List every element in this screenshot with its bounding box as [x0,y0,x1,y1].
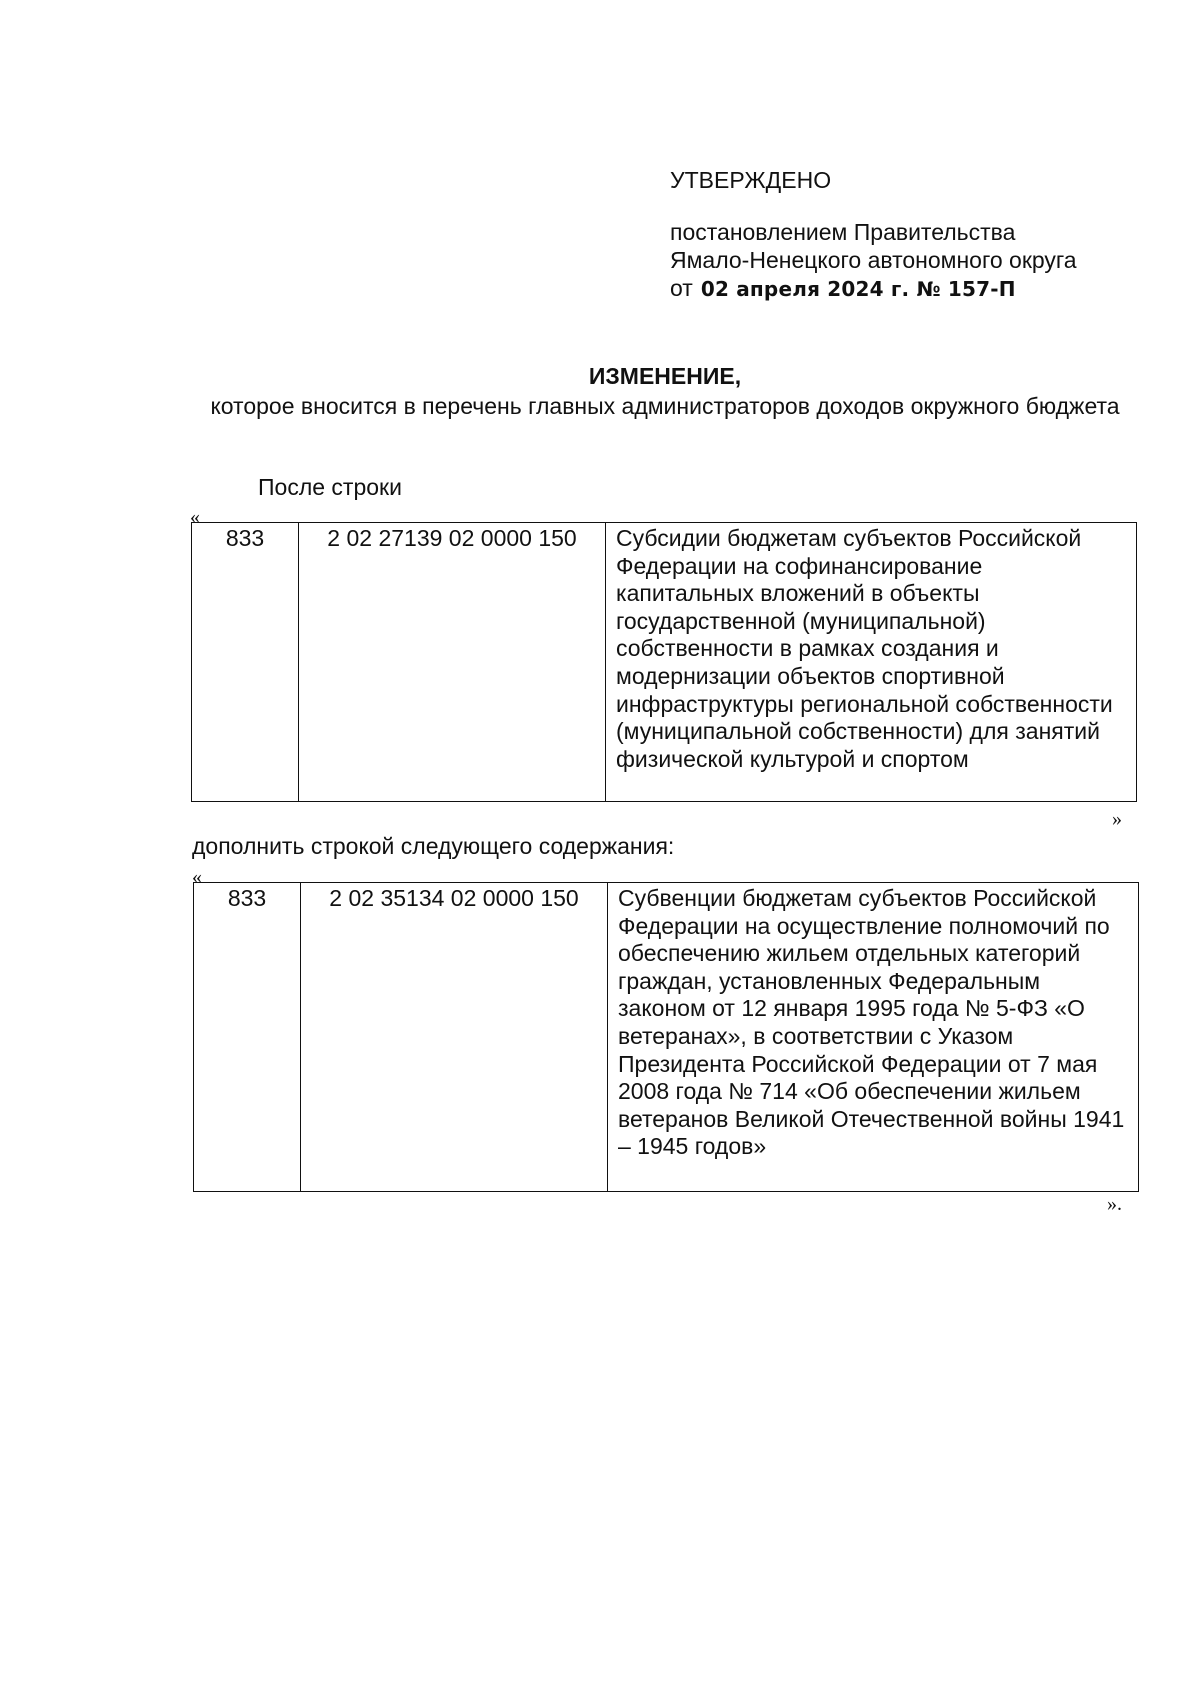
new-row-table [193,882,1139,1192]
description-cell: Субсидии бюджетам субъектов Российской Федерации на софинансирование капитальных вложений в объекты государственной (муниципальной) собственности в рамках создания и модернизации объектов спортивной инфраструктуры региональной собственности (муниципальной собственности) для занятий физической культурой и спортом [606,523,1137,802]
description-cell: Субвенции бюджетам субъектов Российской Федерации на осуществление полномочий по обеспечению жильем отдельных категорий граждан, установленных Федеральным законом от 12 января 1995 года № 5-ФЗ «О ветеранах», в соответствии с Указом Президента Российской Федерации от 7 мая 2008 года № 714 «Об обеспечении жильем ветеранов Великой Отечественной войны 1941 – 1945 годов» [608,883,1139,1192]
existing-row-table [191,522,1137,802]
approval-date-line [670,274,1170,303]
approval-from-prefix: от [670,275,693,301]
approval-line-1: постановлением Правительства [670,219,1016,245]
table-row [192,523,1137,802]
close-quote-1: » [1112,808,1122,830]
document-title-block [190,362,1140,420]
table-row [194,883,1139,1192]
approval-heading: УТВЕРЖДЕНО [670,167,832,193]
admin-code-cell: 833 [192,523,299,802]
approval-date-number: 02 апреля 2024 г. № 157-П [700,277,1016,301]
admin-code-cell: 833 [194,883,301,1192]
revenue-code-cell: 2 02 27139 02 0000 150 [299,523,606,802]
after-row-text: После строки [258,474,402,500]
open-quote-2: « [192,866,202,888]
approval-line-2: Ямало-Ненецкого автономного округа [670,247,1077,273]
supplement-text: дополнить строкой следующего содержания: [192,833,675,859]
document-subtitle: которое вносится в перечень главных администраторов доходов окружного бюджета [210,393,1120,419]
close-quote-2: ». [1107,1193,1122,1215]
revenue-code-cell: 2 02 35134 02 0000 150 [301,883,608,1192]
open-quote-1: « [190,506,200,528]
approval-block [670,166,1170,303]
document-title: ИЗМЕНЕНИЕ, [588,363,742,389]
